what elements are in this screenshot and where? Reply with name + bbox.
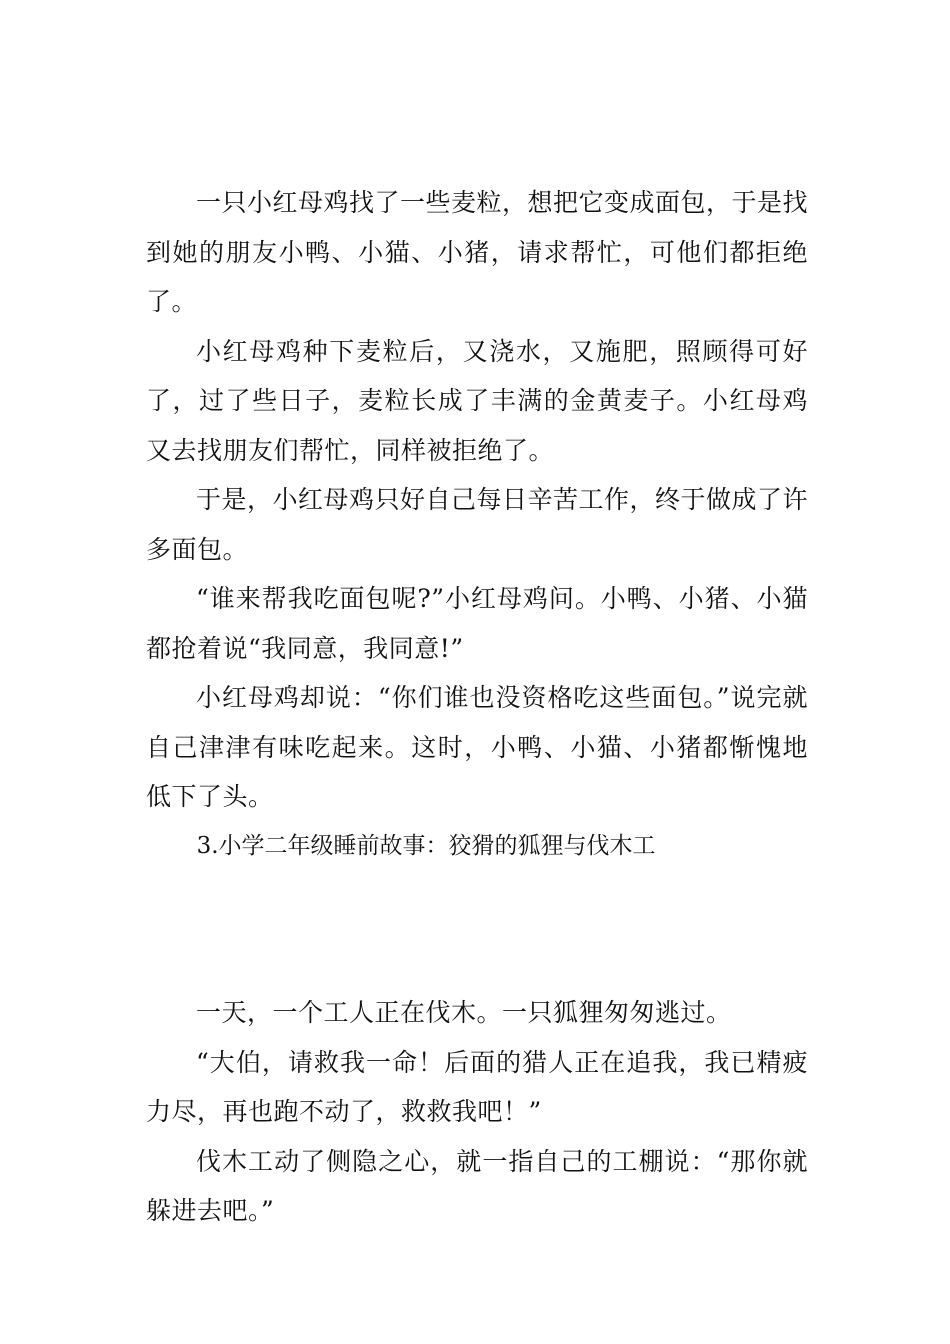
paragraph: “谁来帮我吃面包呢?”小红母鸡问。小鸭、小猪、小猫都抢着说“我同意，我同意!” [146, 584, 808, 663]
paragraph: “大伯，请救我一命！后面的猎人正在追我，我已精疲力尽，再也跑不动了，救救我吧！” [146, 1047, 808, 1126]
paragraph: 小红母鸡种下麦粒后，又浇水，又施肥，照顾得可好了，过了些日子，麦粒长成了丰满的金黄麦子。小红母鸡又去找朋友们帮忙，同样被拒绝了。 [146, 336, 808, 465]
paragraph: 小红母鸡却说：“你们谁也没资格吃这些面包。”说完就自己津津有味吃起来。这时，小鸭、小猫、小猪都惭愧地低下了头。 [146, 683, 808, 811]
paragraph: 一天，一个工人正在伐木。一只狐狸匆匆逃过。 [196, 998, 732, 1027]
paragraph: 于是，小红母鸡只好自己每日辛苦工作，终于做成了许多面包。 [146, 485, 809, 564]
document-page [146, 178, 808, 1236]
paragraph: 伐木工动了侧隐之心，就一指自己的工棚说：“那你就躲进去吧。” [146, 1146, 808, 1225]
paragraph: 一只小红母鸡找了一些麦粒，想把它变成面包，于是找到她的朋友小鸭、小猫、小猪，请求帮忙，可他们都拒绝了。 [146, 188, 809, 316]
section-spacer [146, 871, 808, 988]
section-heading: 3.小学二年级睡前故事：狡猾的狐狸与伐木工 [196, 832, 656, 859]
